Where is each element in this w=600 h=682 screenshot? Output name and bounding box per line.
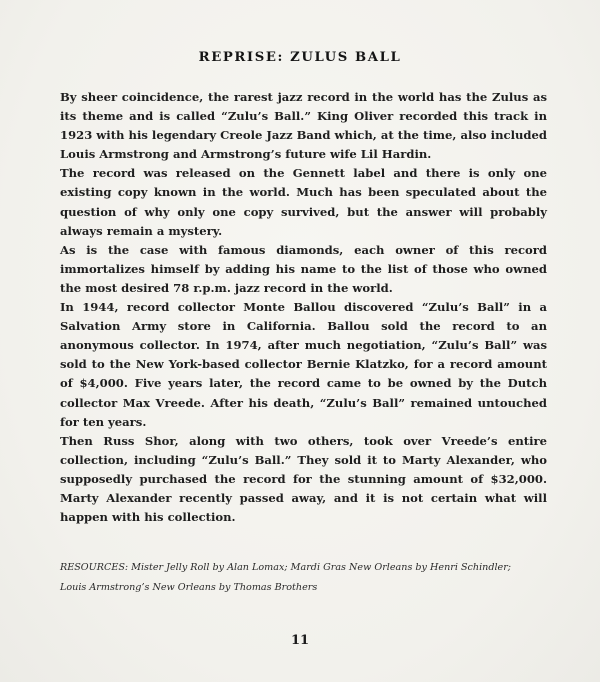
paragraph-gennett-label: The record was released on the Gennett label and there is only one existing copy known in the world. Much has been speculated about the question of why only one copy survived, but the answer will probably always remain a mystery. — [60, 166, 547, 238]
article-body — [60, 88, 547, 527]
resources-note: RESOURCES: Mister Jelly Roll by Alan Lomax; Mardi Gras New Orleans by Henri Schindler; Louis Armstrong’s New Orleans by Thomas Brothers — [60, 562, 512, 593]
paragraph-marty-alexander: Then Russ Shor, along with two others, took over Vreede’s entire collection, including “Zulu’s Ball.” They sold it to Marty Alexander, who supposedly purchased the record for the stunning amount of $32,000. Marty Alexander recently passed away, and it is not certain what will happen with his collection. — [60, 433, 547, 525]
page-title: REPRISE: ZULUS BALL — [198, 50, 402, 65]
page-number: 11 — [290, 633, 310, 648]
paragraph-zulus-ball-intro: By sheer coincidence, the rarest jazz record in the world has the Zulus as its theme and is called “Zulu’s Ball.” King Oliver recorded this track in 1923 with his legendary Creole Jazz Band which, at the time, also included Louis Armstrong and Armstrong’s future wife Lil Hardin. — [60, 90, 547, 162]
paragraph-owners-list: As is the case with famous diamonds, each owner of this record immortalizes himself by adding his name to the list of those who owned the most desired 78 r.p.m. jazz record in the world. — [60, 242, 547, 295]
paragraph-ownership-history: In 1944, record collector Monte Ballou discovered “Zulu’s Ball” in a Salvation Army store in California. Ballou sold the record to an anonymous collector. In 1974, after much negotiation, “Zulu’s Ball” was sold to the New York-based collector Bernie Klatzko, for a record amount of $4,000. Five years later, the record came to be owned by the Dutch collector Max Vreede. After his death, “Zulu’s Ball” remained untouched for ten years. — [60, 300, 547, 429]
